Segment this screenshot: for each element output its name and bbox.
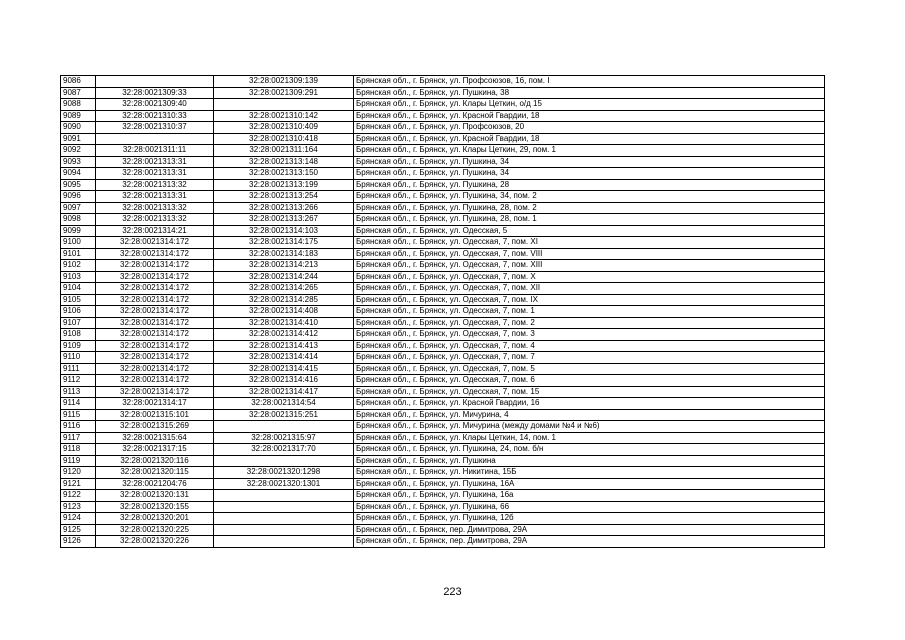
address-cell: Брянская обл., г. Брянск, ул. Клары Цеткин, 29, пом. 1 — [354, 145, 825, 157]
building-cadastral-number-cell: 32:28:0021309:139 — [214, 76, 354, 88]
row-number-cell: 9123 — [61, 501, 96, 513]
table-row — [61, 248, 825, 260]
land-cadastral-number-cell: 32:28:0021320:131 — [96, 490, 214, 502]
building-cadastral-number-cell: 32:28:0021309:291 — [214, 87, 354, 99]
building-cadastral-number-cell: 32:28:0021320:1301 — [214, 478, 354, 490]
table-row — [61, 214, 825, 226]
address-cell: Брянская обл., г. Брянск, ул. Одесская, 7, пом. 6 — [354, 375, 825, 387]
address-cell: Брянская обл., г. Брянск, ул. Пушкина, 28 — [354, 179, 825, 191]
row-number-cell: 9105 — [61, 294, 96, 306]
building-cadastral-number-cell: 32:28:0021314:285 — [214, 294, 354, 306]
land-cadastral-number-cell: 32:28:0021314:17 — [96, 398, 214, 410]
row-number-cell: 9102 — [61, 260, 96, 272]
table-row — [61, 122, 825, 134]
building-cadastral-number-cell: 32:28:0021314:408 — [214, 306, 354, 318]
address-cell: Брянская обл., г. Брянск, ул. Пушкина, 28, пом. 1 — [354, 214, 825, 226]
table-row — [61, 524, 825, 536]
table-row — [61, 179, 825, 191]
table-row — [61, 225, 825, 237]
table-row — [61, 375, 825, 387]
address-cell: Брянская обл., г. Брянск, ул. Пушкина, 34 — [354, 168, 825, 180]
address-cell: Брянская обл., г. Брянск, ул. Пушкина, 16а — [354, 490, 825, 502]
land-cadastral-number-cell: 32:28:0021309:33 — [96, 87, 214, 99]
address-cell: Брянская обл., г. Брянск, ул. Одесская, 7, пом. 1 — [354, 306, 825, 318]
building-cadastral-number-cell: 32:28:0021313:267 — [214, 214, 354, 226]
building-cadastral-number-cell — [214, 421, 354, 433]
land-cadastral-number-cell: 32:28:0021314:172 — [96, 260, 214, 272]
building-cadastral-number-cell — [214, 501, 354, 513]
row-number-cell: 9086 — [61, 76, 96, 88]
table-row — [61, 421, 825, 433]
land-cadastral-number-cell: 32:28:0021315:101 — [96, 409, 214, 421]
land-cadastral-number-cell: 32:28:0021314:172 — [96, 283, 214, 295]
land-cadastral-number-cell: 32:28:0021313:32 — [96, 179, 214, 191]
table-row — [61, 260, 825, 272]
building-cadastral-number-cell: 32:28:0021314:414 — [214, 352, 354, 364]
table-row — [61, 398, 825, 410]
land-cadastral-number-cell: 32:28:0021320:201 — [96, 513, 214, 525]
row-number-cell: 9100 — [61, 237, 96, 249]
table-row — [61, 87, 825, 99]
building-cadastral-number-cell — [214, 536, 354, 548]
row-number-cell: 9108 — [61, 329, 96, 341]
land-cadastral-number-cell: 32:28:0021313:31 — [96, 168, 214, 180]
land-cadastral-number-cell: 32:28:0021310:37 — [96, 122, 214, 134]
row-number-cell: 9107 — [61, 317, 96, 329]
row-number-cell: 9091 — [61, 133, 96, 145]
address-cell: Брянская обл., г. Брянск, ул. Одесская, 7, пом. XI — [354, 237, 825, 249]
building-cadastral-number-cell: 32:28:0021310:418 — [214, 133, 354, 145]
table-row — [61, 386, 825, 398]
address-cell: Брянская обл., г. Брянск, ул. Пушкина, 34 — [354, 156, 825, 168]
table-row — [61, 409, 825, 421]
table-row — [61, 363, 825, 375]
land-cadastral-number-cell: 32:28:0021311:11 — [96, 145, 214, 157]
building-cadastral-number-cell — [214, 513, 354, 525]
row-number-cell: 9093 — [61, 156, 96, 168]
building-cadastral-number-cell: 32:28:0021314:213 — [214, 260, 354, 272]
building-cadastral-number-cell: 32:28:0021313:266 — [214, 202, 354, 214]
address-cell: Брянская обл., г. Брянск, ул. Одесская, 7, пом. X — [354, 271, 825, 283]
table-row — [61, 145, 825, 157]
address-cell: Брянская обл., г. Брянск, ул. Мичурина (между домами №4 и №6) — [354, 421, 825, 433]
building-cadastral-number-cell: 32:28:0021313:150 — [214, 168, 354, 180]
table-row — [61, 202, 825, 214]
address-cell: Брянская обл., г. Брянск, ул. Одесская, 7, пом. IX — [354, 294, 825, 306]
address-cell: Брянская обл., г. Брянск, ул. Одесская, 5 — [354, 225, 825, 237]
address-cell: Брянская обл., г. Брянск, ул. Пушкина, 16А — [354, 478, 825, 490]
address-cell: Брянская обл., г. Брянск, ул. Пушкина, 66 — [354, 501, 825, 513]
land-cadastral-number-cell: 32:28:0021314:172 — [96, 386, 214, 398]
building-cadastral-number-cell: 32:28:0021314:183 — [214, 248, 354, 260]
building-cadastral-number-cell: 32:28:0021310:409 — [214, 122, 354, 134]
row-number-cell: 9120 — [61, 467, 96, 479]
address-cell: Брянская обл., г. Брянск, ул. Пушкина, 38 — [354, 87, 825, 99]
row-number-cell: 9110 — [61, 352, 96, 364]
building-cadastral-number-cell: 32:28:0021310:142 — [214, 110, 354, 122]
land-cadastral-number-cell: 32:28:0021314:172 — [96, 375, 214, 387]
table-row — [61, 501, 825, 513]
land-cadastral-number-cell: 32:28:0021314:172 — [96, 271, 214, 283]
row-number-cell: 9124 — [61, 513, 96, 525]
building-cadastral-number-cell: 32:28:0021314:412 — [214, 329, 354, 341]
land-cadastral-number-cell: 32:28:0021320:155 — [96, 501, 214, 513]
address-cell: Брянская обл., г. Брянск, ул. Пушкина, 12б — [354, 513, 825, 525]
address-cell: Брянская обл., г. Брянск, ул. Никитина, 15Б — [354, 467, 825, 479]
building-cadastral-number-cell: 32:28:0021315:251 — [214, 409, 354, 421]
address-cell: Брянская обл., г. Брянск, ул. Пушкина, 24, пом. б/н — [354, 444, 825, 456]
building-cadastral-number-cell: 32:28:0021320:1298 — [214, 467, 354, 479]
row-number-cell: 9122 — [61, 490, 96, 502]
land-cadastral-number-cell: 32:28:0021320:226 — [96, 536, 214, 548]
table-row — [61, 513, 825, 525]
row-number-cell: 9089 — [61, 110, 96, 122]
row-number-cell: 9106 — [61, 306, 96, 318]
building-cadastral-number-cell — [214, 524, 354, 536]
land-cadastral-number-cell: 32:28:0021314:172 — [96, 294, 214, 306]
land-cadastral-number-cell: 32:28:0021314:172 — [96, 363, 214, 375]
row-number-cell: 9121 — [61, 478, 96, 490]
land-cadastral-number-cell: 32:28:0021320:115 — [96, 467, 214, 479]
table-row — [61, 329, 825, 341]
row-number-cell: 9125 — [61, 524, 96, 536]
land-cadastral-number-cell: 32:28:0021320:225 — [96, 524, 214, 536]
table-row — [61, 467, 825, 479]
address-cell: Брянская обл., г. Брянск, ул. Одесская, 7, пом. XIII — [354, 260, 825, 272]
row-number-cell: 9119 — [61, 455, 96, 467]
land-cadastral-number-cell: 32:28:0021313:32 — [96, 202, 214, 214]
building-cadastral-number-cell: 32:28:0021314:413 — [214, 340, 354, 352]
land-cadastral-number-cell: 32:28:0021314:172 — [96, 352, 214, 364]
land-cadastral-number-cell: 32:28:0021313:31 — [96, 156, 214, 168]
land-cadastral-number-cell: 32:28:0021310:33 — [96, 110, 214, 122]
address-cell: Брянская обл., г. Брянск, пер. Димитрова, 29А — [354, 536, 825, 548]
table-row — [61, 444, 825, 456]
address-cell: Брянская обл., г. Брянск, ул. Красной Гвардии, 18 — [354, 133, 825, 145]
address-cell: Брянская обл., г. Брянск, ул. Одесская, 7, пом. 3 — [354, 329, 825, 341]
building-cadastral-number-cell: 32:28:0021317:70 — [214, 444, 354, 456]
building-cadastral-number-cell: 32:28:0021314:265 — [214, 283, 354, 295]
table-row — [61, 271, 825, 283]
table-row — [61, 294, 825, 306]
building-cadastral-number-cell: 32:28:0021314:244 — [214, 271, 354, 283]
building-cadastral-number-cell: 32:28:0021314:415 — [214, 363, 354, 375]
row-number-cell: 9094 — [61, 168, 96, 180]
row-number-cell: 9104 — [61, 283, 96, 295]
row-number-cell: 9099 — [61, 225, 96, 237]
building-cadastral-number-cell: 32:28:0021314:54 — [214, 398, 354, 410]
land-cadastral-number-cell: 32:28:0021204:76 — [96, 478, 214, 490]
table-row — [61, 133, 825, 145]
land-cadastral-number-cell: 32:28:0021314:21 — [96, 225, 214, 237]
table-row — [61, 306, 825, 318]
row-number-cell: 9115 — [61, 409, 96, 421]
address-cell: Брянская обл., г. Брянск, ул. Клары Цеткин, 14, пом. 1 — [354, 432, 825, 444]
land-cadastral-number-cell: 32:28:0021314:172 — [96, 306, 214, 318]
registry-table-body — [61, 76, 825, 548]
building-cadastral-number-cell — [214, 490, 354, 502]
table-row — [61, 156, 825, 168]
address-cell: Брянская обл., г. Брянск, ул. Одесская, 7, пом. 7 — [354, 352, 825, 364]
building-cadastral-number-cell: 32:28:0021313:254 — [214, 191, 354, 203]
address-cell: Брянская обл., г. Брянск, ул. Одесская, 7, пом. 2 — [354, 317, 825, 329]
building-cadastral-number-cell — [214, 455, 354, 467]
address-cell: Брянская обл., г. Брянск, ул. Одесская, 7, пом. 5 — [354, 363, 825, 375]
address-cell: Брянская обл., г. Брянск, ул. Пушкина — [354, 455, 825, 467]
land-cadastral-number-cell: 32:28:0021314:172 — [96, 248, 214, 260]
row-number-cell: 9098 — [61, 214, 96, 226]
address-cell: Брянская обл., г. Брянск, ул. Мичурина, 4 — [354, 409, 825, 421]
address-cell: Брянская обл., г. Брянск, ул. Пушкина, 28, пом. 2 — [354, 202, 825, 214]
land-cadastral-number-cell: 32:28:0021315:269 — [96, 421, 214, 433]
address-cell: Брянская обл., г. Брянск, ул. Пушкина, 34, пом. 2 — [354, 191, 825, 203]
building-cadastral-number-cell: 32:28:0021313:148 — [214, 156, 354, 168]
table-row — [61, 237, 825, 249]
table-row — [61, 168, 825, 180]
row-number-cell: 9103 — [61, 271, 96, 283]
building-cadastral-number-cell: 32:28:0021314:175 — [214, 237, 354, 249]
table-row — [61, 76, 825, 88]
land-cadastral-number-cell — [96, 133, 214, 145]
table-row — [61, 478, 825, 490]
row-number-cell: 9097 — [61, 202, 96, 214]
row-number-cell: 9090 — [61, 122, 96, 134]
land-cadastral-number-cell: 32:28:0021320:116 — [96, 455, 214, 467]
row-number-cell: 9117 — [61, 432, 96, 444]
address-cell: Брянская обл., г. Брянск, ул. Красной Гвардии, 18 — [354, 110, 825, 122]
row-number-cell: 9095 — [61, 179, 96, 191]
registry-table — [60, 75, 825, 548]
row-number-cell: 9101 — [61, 248, 96, 260]
table-row — [61, 110, 825, 122]
table-row — [61, 283, 825, 295]
land-cadastral-number-cell: 32:28:0021315:64 — [96, 432, 214, 444]
table-row — [61, 536, 825, 548]
building-cadastral-number-cell: 32:28:0021314:416 — [214, 375, 354, 387]
building-cadastral-number-cell: 32:28:0021313:199 — [214, 179, 354, 191]
row-number-cell: 9118 — [61, 444, 96, 456]
address-cell: Брянская обл., г. Брянск, ул. Одесская, 7, пом. XII — [354, 283, 825, 295]
building-cadastral-number-cell: 32:28:0021314:410 — [214, 317, 354, 329]
building-cadastral-number-cell: 32:28:0021314:417 — [214, 386, 354, 398]
table-row — [61, 317, 825, 329]
row-number-cell: 9114 — [61, 398, 96, 410]
row-number-cell: 9116 — [61, 421, 96, 433]
table-row — [61, 455, 825, 467]
building-cadastral-number-cell — [214, 99, 354, 111]
land-cadastral-number-cell: 32:28:0021313:31 — [96, 191, 214, 203]
address-cell: Брянская обл., г. Брянск, ул. Одесская, 7, пом. VIII — [354, 248, 825, 260]
row-number-cell: 9087 — [61, 87, 96, 99]
land-cadastral-number-cell: 32:28:0021313:32 — [96, 214, 214, 226]
address-cell: Брянская обл., г. Брянск, ул. Профсоюзов, 20 — [354, 122, 825, 134]
row-number-cell: 9109 — [61, 340, 96, 352]
row-number-cell: 9113 — [61, 386, 96, 398]
land-cadastral-number-cell: 32:28:0021314:172 — [96, 329, 214, 341]
land-cadastral-number-cell: 32:28:0021314:172 — [96, 340, 214, 352]
row-number-cell: 9092 — [61, 145, 96, 157]
table-row — [61, 432, 825, 444]
land-cadastral-number-cell: 32:28:0021317:15 — [96, 444, 214, 456]
table-row — [61, 352, 825, 364]
address-cell: Брянская обл., г. Брянск, ул. Одесская, 7, пом. 4 — [354, 340, 825, 352]
row-number-cell: 9112 — [61, 375, 96, 387]
row-number-cell: 9111 — [61, 363, 96, 375]
building-cadastral-number-cell: 32:28:0021315:97 — [214, 432, 354, 444]
address-cell: Брянская обл., г. Брянск, пер. Димитрова, 29А — [354, 524, 825, 536]
land-cadastral-number-cell — [96, 76, 214, 88]
page-number: 223 — [443, 586, 462, 598]
row-number-cell: 9088 — [61, 99, 96, 111]
land-cadastral-number-cell: 32:28:0021314:172 — [96, 317, 214, 329]
table-row — [61, 191, 825, 203]
address-cell: Брянская обл., г. Брянск, ул. Клары Цеткин, о/д 15 — [354, 99, 825, 111]
table-row — [61, 340, 825, 352]
row-number-cell: 9096 — [61, 191, 96, 203]
land-cadastral-number-cell: 32:28:0021309:40 — [96, 99, 214, 111]
row-number-cell: 9126 — [61, 536, 96, 548]
building-cadastral-number-cell: 32:28:0021311:164 — [214, 145, 354, 157]
table-row — [61, 490, 825, 502]
address-cell: Брянская обл., г. Брянск, ул. Одесская, 7, пом. 15 — [354, 386, 825, 398]
table-row — [61, 99, 825, 111]
address-cell: Брянская обл., г. Брянск, ул. Профсоюзов, 16, пом. I — [354, 76, 825, 88]
address-cell: Брянская обл., г. Брянск, ул. Красной Гвардии, 16 — [354, 398, 825, 410]
land-cadastral-number-cell: 32:28:0021314:172 — [96, 237, 214, 249]
building-cadastral-number-cell: 32:28:0021314:103 — [214, 225, 354, 237]
